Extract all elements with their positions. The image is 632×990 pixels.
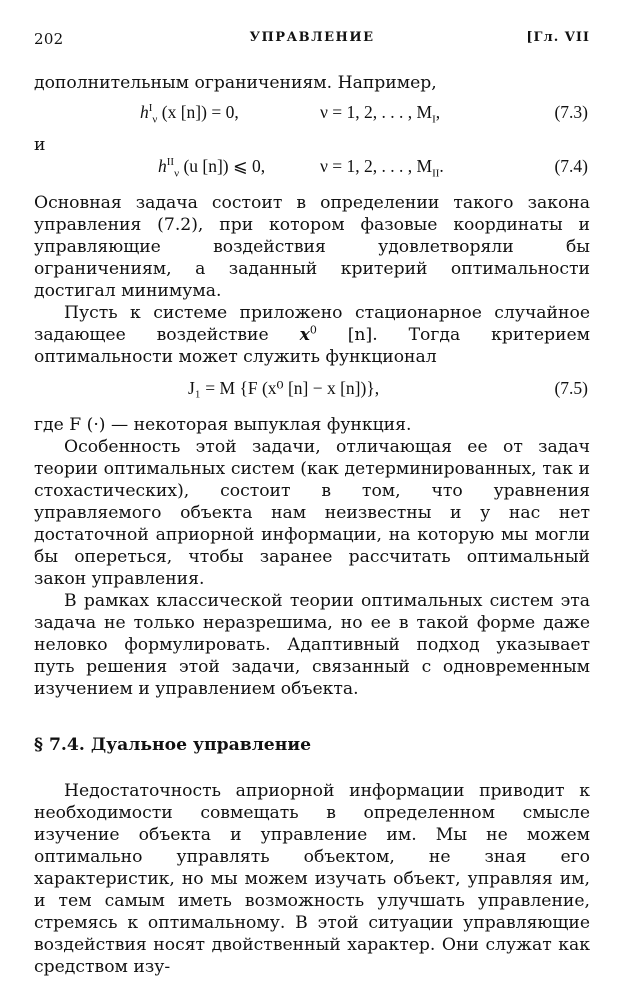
paragraph-where: где F (·) — некоторая выпуклая функция. (34, 415, 412, 435)
equation-7-4-expression: $h^{II}_\nu$ (u [n]) ⩽ 0, (158, 156, 266, 180)
running-title: УПРАВЛЕНИЕ (249, 30, 375, 45)
equation-7-3 (34, 94, 590, 132)
running-header (34, 30, 590, 52)
paragraph-dual-control: Недостаточность априорной информации приводит к необходимости совмещать в определенном смысле изучение объекта и управление им. Мы не можем оптимально управлять объектом, не зная его характеристик, но мы можем изучать объект, управляя им, и тем самым иметь возможность улучшать управление, стремясь к оптимальному. В этой ситуации управляющие воздействия носят двойственный характер. Они служат как средством изу- (34, 781, 590, 977)
equation-7-4-number: (7.4) (554, 156, 588, 176)
chapter-reference: [Гл. VII (526, 30, 590, 45)
page-number: 202 (34, 30, 64, 48)
equation-7-4 (34, 148, 590, 186)
paragraph-stationary: Пусть к системе приложено стационарное случайное задающее воздействие $x^0$ [n]. Тогда критерием оптимальности может служить функционал (34, 303, 590, 367)
equation-7-5-expression: J₁ = M {F (x⁰ [n] − x [n])}, (188, 378, 380, 398)
equation-7-3-range: ν = 1, 2, . . . , $M_I$, (320, 102, 441, 126)
book-page (34, 30, 590, 978)
equation-7-3-expression: $h^I_\nu$ (x [n]) = 0, (140, 102, 239, 126)
section-heading: § 7.4. Дуальное управление (34, 735, 312, 755)
equation-7-4-range: ν = 1, 2, . . . , $M_{II}$. (320, 156, 444, 180)
paragraph-main-task: Основная задача состоит в определении такого закона управления (7.2), при котором фазовые координаты и управляющие воздействия удовлетворяли бы ограничениям, а заданный критерий оптимальности достигал минимума. (34, 193, 590, 301)
paragraph-feature: Особенность этой задачи, отличающая ее от задач теории оптимальных систем (как детерминированных, так и стохастических), состоит в том, что уравнения управляемого объекта нам неизвестны и у нас нет достаточной априорной информации, на которую мы могли бы опереться, чтобы заранее рассчитать оптимальный закон управления. (34, 437, 590, 589)
equation-7-3-number: (7.3) (554, 102, 588, 122)
paragraph-classic: В рамках классической теории оптимальных систем эта задача не только неразрешима, но ее в такой форме даже неловко формулировать. Адаптивный подход указывает путь решения этой задачи, связанный с одновременным изучением и управлением объекта. (34, 591, 590, 699)
equation-7-5 (34, 368, 590, 410)
equation-7-5-number: (7.5) (554, 378, 588, 398)
paragraph-intro: дополнительным ограничениям. Например, (34, 73, 437, 93)
connector-and: и (34, 135, 46, 155)
